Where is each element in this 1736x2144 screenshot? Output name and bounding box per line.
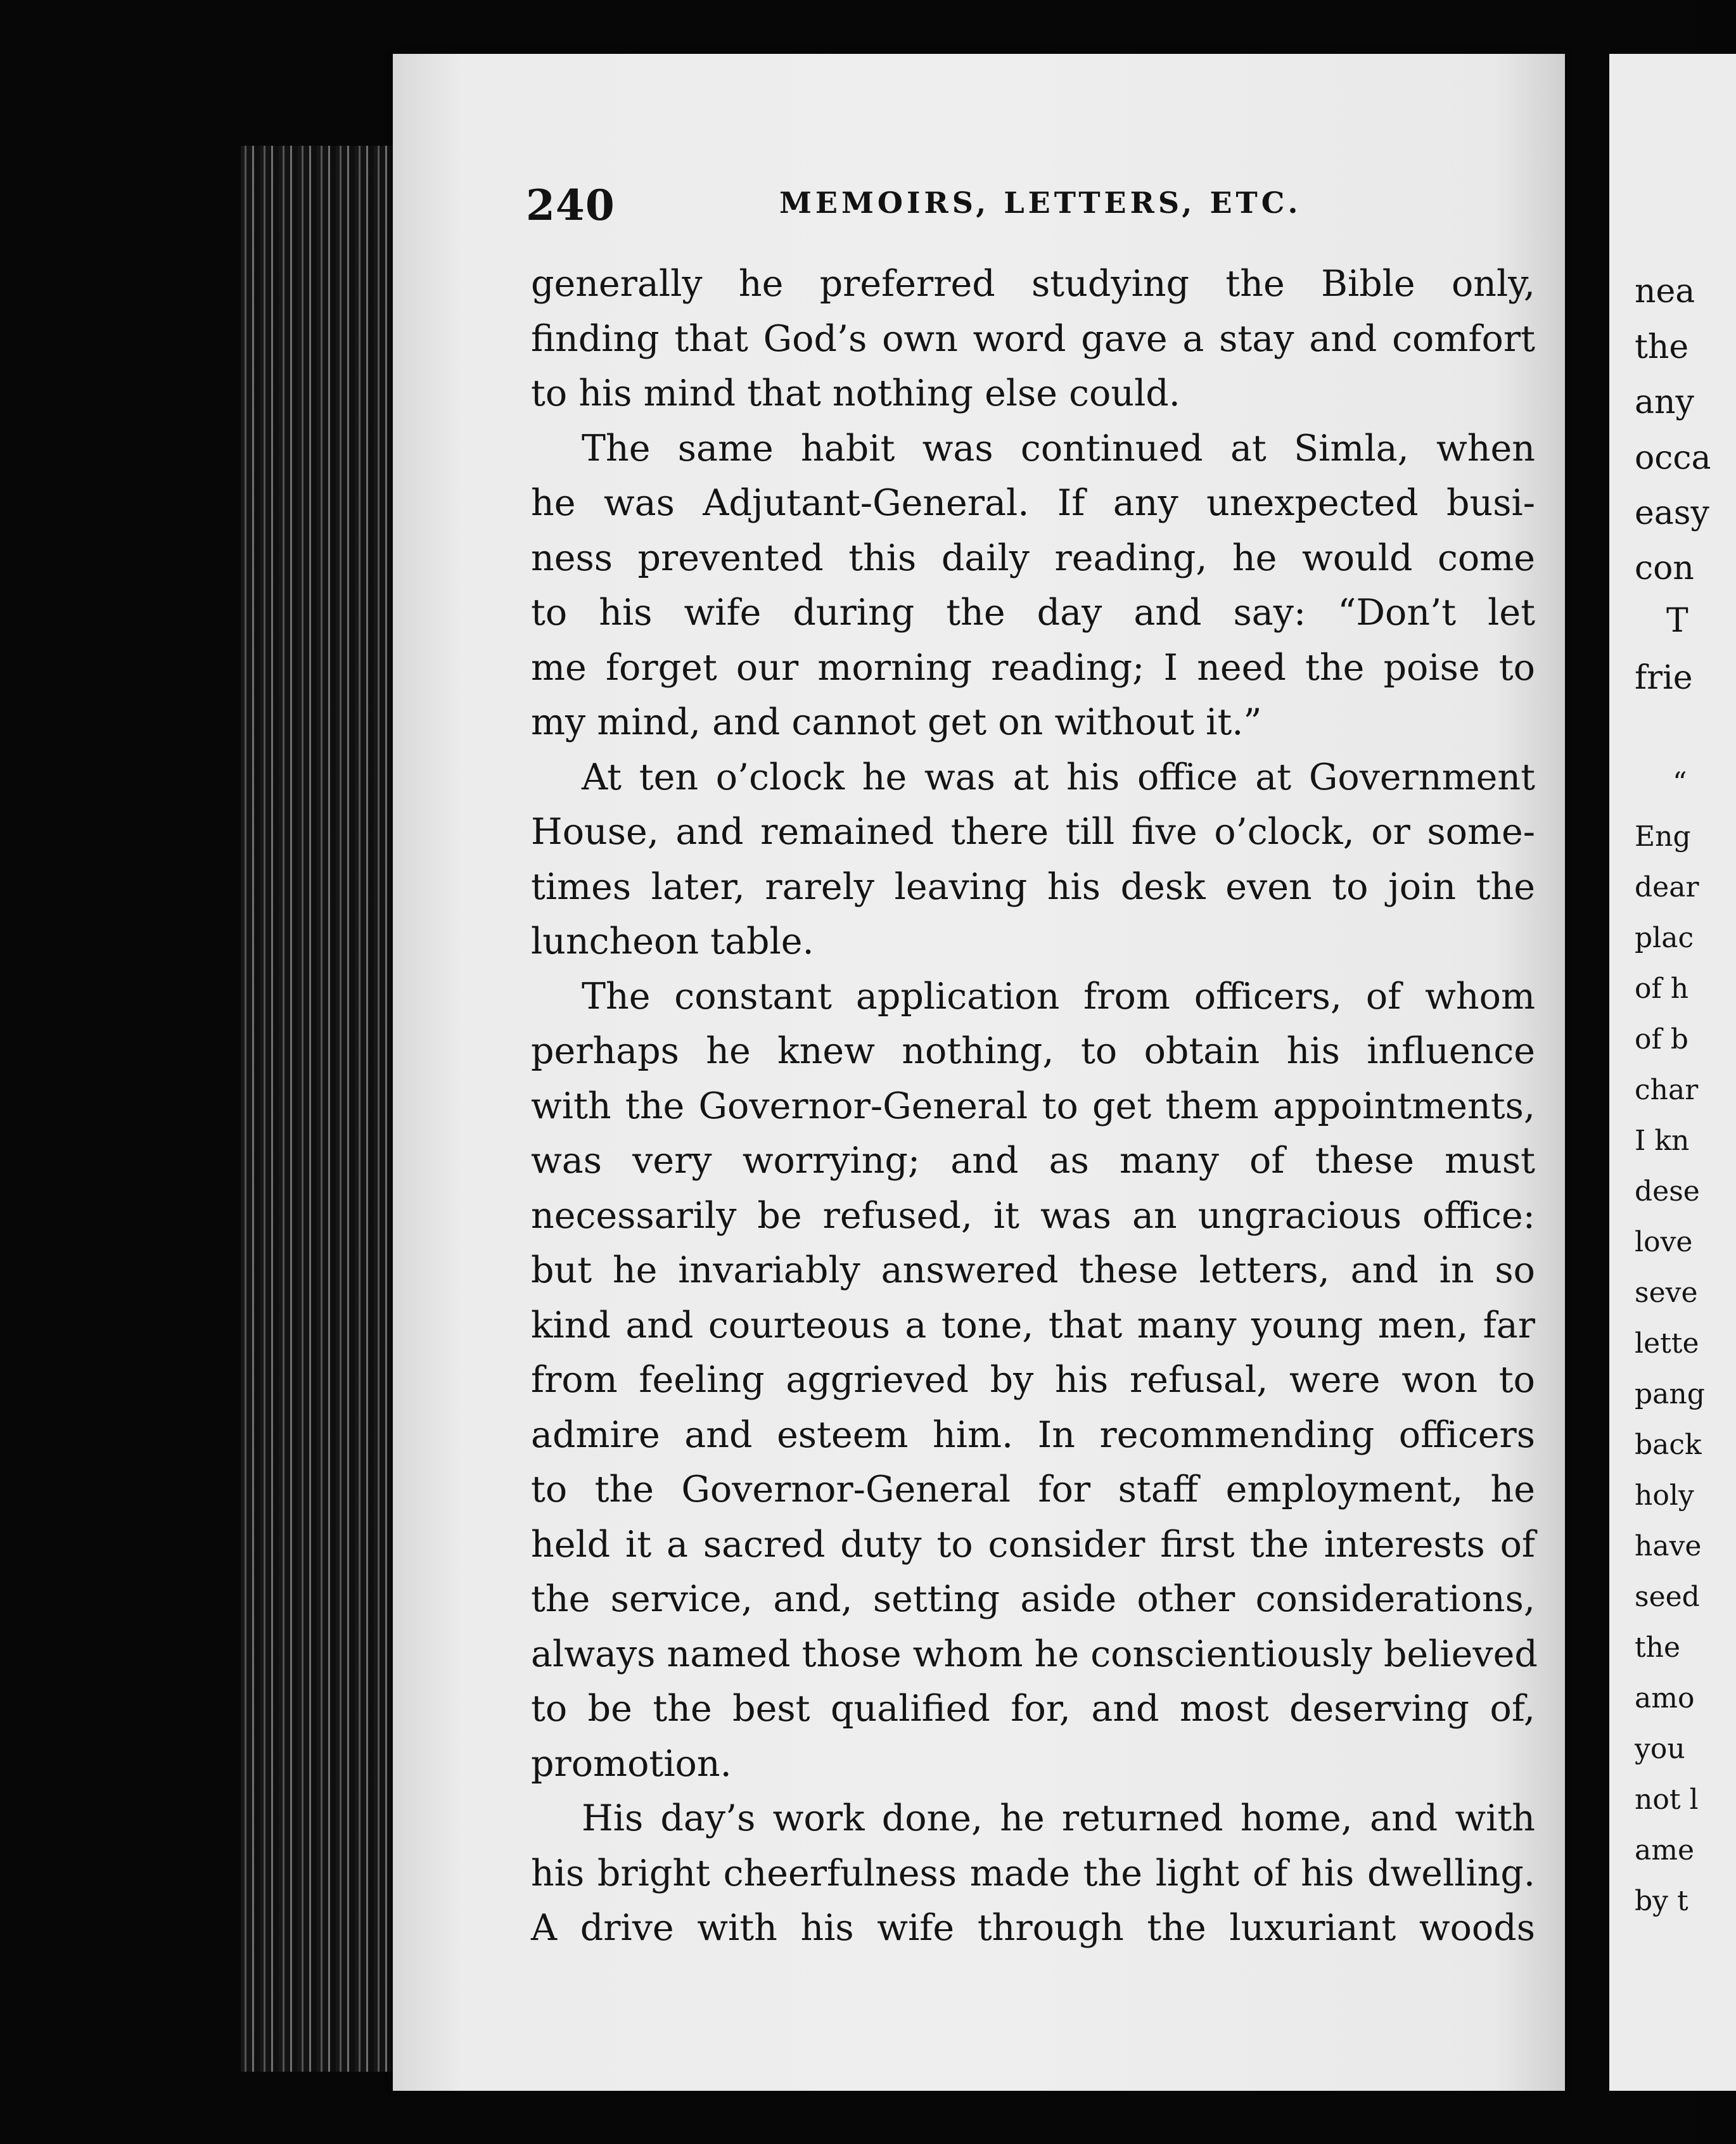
facing-line: back	[1635, 1429, 1702, 1461]
text-line: to his wife during the day and say: “Don’t let	[531, 592, 1535, 634]
text-line: to be the best qualified for, and most deserving of,	[531, 1688, 1535, 1730]
facing-line: of h	[1635, 973, 1689, 1005]
running-title: MEMOIRS, LETTERS, ETC.	[779, 186, 1302, 220]
facing-line: seve	[1635, 1277, 1698, 1309]
facing-line: plac	[1635, 922, 1694, 954]
facing-line: occa	[1635, 439, 1711, 477]
facing-line: any	[1635, 383, 1694, 421]
facing-line: the	[1635, 328, 1689, 366]
facing-line: easy	[1635, 494, 1709, 532]
facing-line: pang	[1635, 1378, 1705, 1410]
text-line: admire and esteem him. In recommending officers	[531, 1413, 1535, 1456]
page-stack-edges	[241, 146, 399, 2072]
facing-line: char	[1635, 1074, 1699, 1106]
facing-line: holy	[1635, 1479, 1694, 1512]
text-line: ness prevented this daily reading, he would come	[531, 537, 1535, 579]
facing-line: have	[1635, 1530, 1702, 1562]
text-line: he was Adjutant-General. If any unexpected busi-	[531, 482, 1535, 524]
text-line: At ten o’clock he was at his office at Government	[582, 756, 1535, 798]
text-line: but he invariably answered these letters, and in so	[531, 1249, 1535, 1291]
facing-line: by t	[1635, 1885, 1688, 1917]
facing-line: love	[1635, 1226, 1693, 1258]
text-line: promotion.	[531, 1742, 732, 1785]
page-number: 240	[526, 181, 615, 230]
body-text	[531, 257, 1538, 1956]
text-line: from feeling aggrieved by his refusal, were won to	[531, 1359, 1535, 1401]
facing-line: you	[1635, 1733, 1685, 1765]
text-line: His day’s work done, he returned home, and with	[582, 1797, 1535, 1839]
facing-line: the	[1635, 1631, 1681, 1664]
facing-line: amo	[1635, 1682, 1695, 1714]
facing-line: nea	[1635, 272, 1695, 310]
facing-line: con	[1635, 549, 1694, 587]
text-line: me forget our morning reading; I need the poise to	[531, 646, 1535, 689]
facing-page-edge	[1609, 54, 1736, 2091]
text-line: The same habit was continued at Simla, when	[582, 427, 1535, 469]
facing-line: of b	[1635, 1023, 1688, 1056]
text-line: finding that God’s own word gave a stay and comfort	[531, 317, 1535, 360]
facing-line: “	[1673, 767, 1687, 799]
text-line: A drive with his wife through the luxuriant woods	[531, 1907, 1535, 1949]
text-line: always named those whom he conscientiously believed	[531, 1633, 1538, 1675]
facing-line: frie	[1635, 659, 1693, 697]
facing-line: dese	[1635, 1175, 1700, 1208]
text-line: the service, and, setting aside other considerations,	[531, 1578, 1535, 1620]
text-line: House, and remained there till five o’clock, or some-	[531, 811, 1535, 853]
text-line: with the Governor-General to get them appointments,	[531, 1085, 1535, 1127]
facing-line: I kn	[1635, 1125, 1690, 1157]
text-line: The constant application from officers, of whom	[582, 975, 1535, 1018]
text-line: luncheon table.	[531, 921, 814, 962]
text-line: my mind, and cannot get on without it.”	[531, 701, 1262, 743]
facing-line: not l	[1635, 1783, 1699, 1816]
text-line: generally he preferred studying the Bible only,	[531, 263, 1535, 305]
text-line: times later, rarely leaving his desk even to join the	[531, 865, 1535, 908]
facing-line: seed	[1635, 1581, 1700, 1613]
facing-line: T	[1666, 602, 1688, 640]
facing-line: ame	[1635, 1834, 1694, 1866]
text-line: to the Governor-General for staff employment, he	[531, 1469, 1535, 1510]
text-line: kind and courteous a tone, that many young men, far	[531, 1304, 1535, 1346]
facing-line: Eng	[1635, 820, 1691, 853]
text-line: perhaps he knew nothing, to obtain his influence	[531, 1030, 1535, 1072]
text-line: held it a sacred duty to consider first the interests of	[531, 1523, 1535, 1566]
facing-line: lette	[1635, 1327, 1699, 1360]
facing-line: dear	[1635, 871, 1699, 903]
text-line: to his mind that nothing else could.	[531, 373, 1180, 414]
text-line: his bright cheerfulness made the light of his dwelling.	[531, 1852, 1535, 1894]
text-line: necessarily be refused, it was an ungracious office:	[531, 1194, 1535, 1237]
running-head	[526, 181, 1305, 238]
text-line: was very worrying; and as many of these must	[531, 1140, 1535, 1182]
